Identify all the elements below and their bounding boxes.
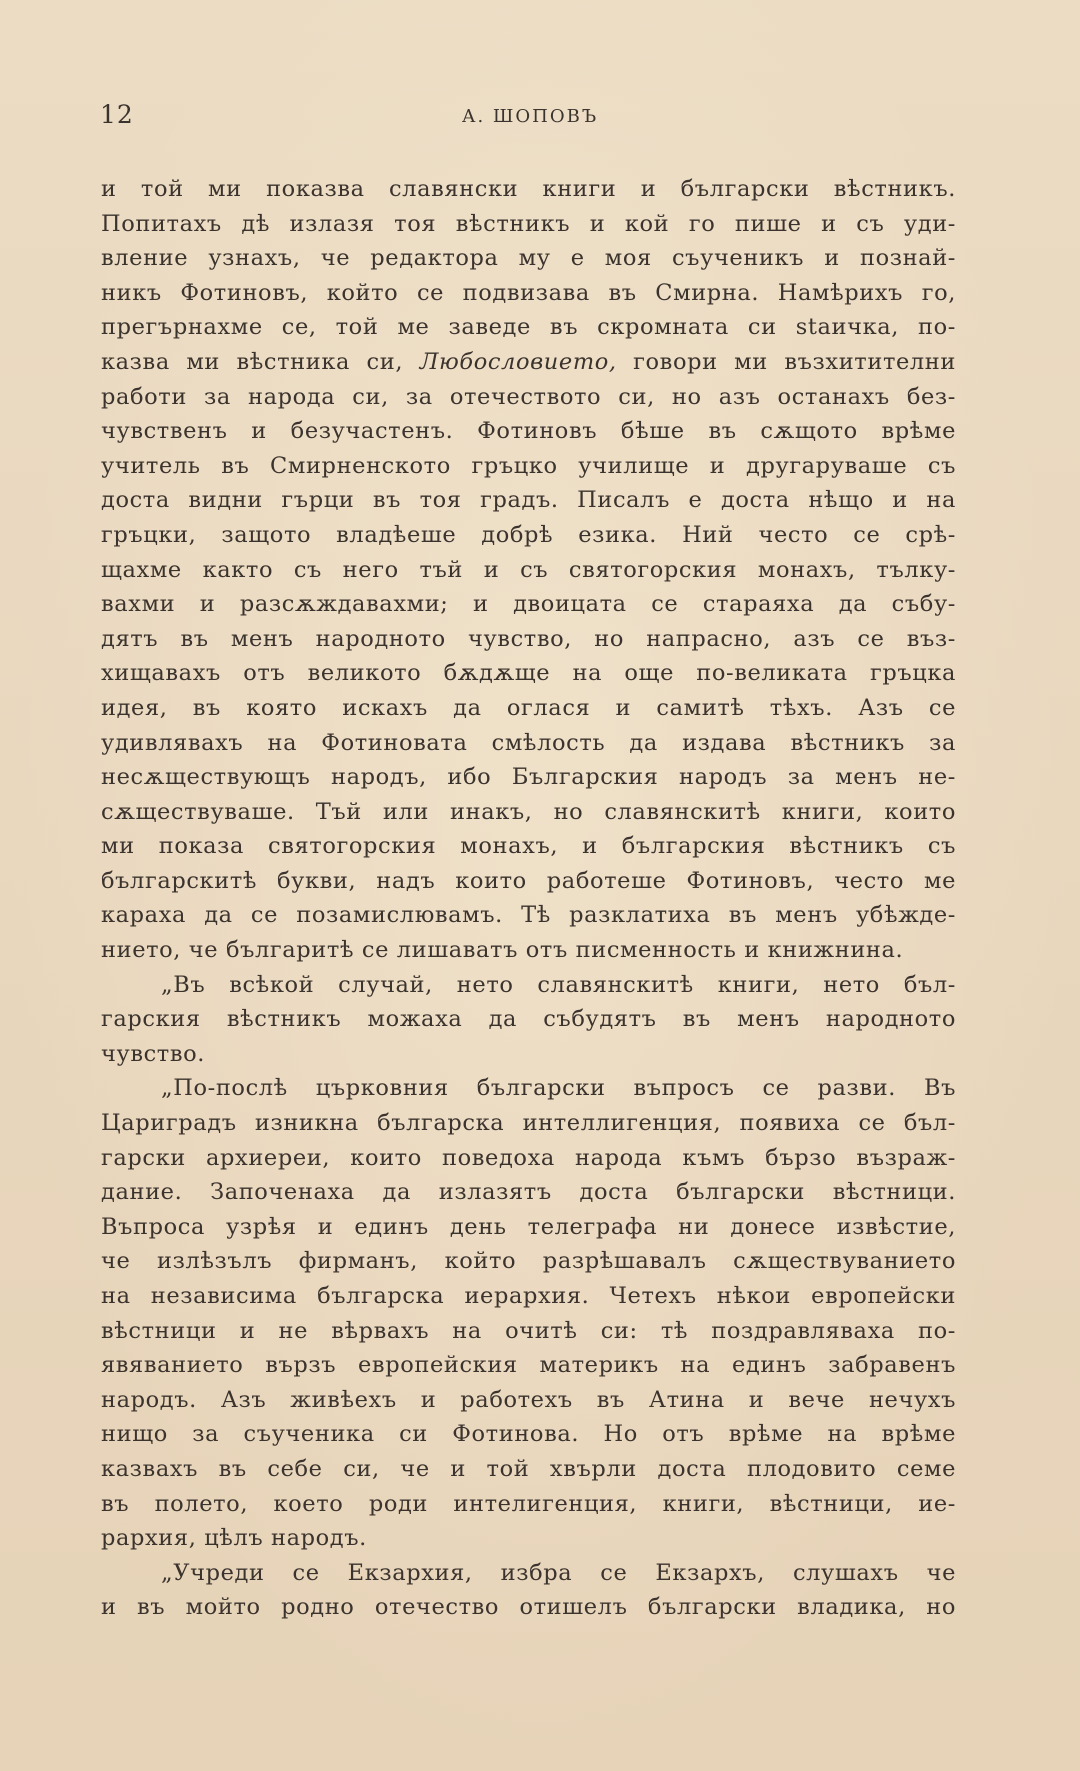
text-line: гарския вѣстникъ можаха да събудятъ въ менъ народното bbox=[101, 1006, 956, 1033]
text-line: ми показа святогорския монахъ, и българския вѣстникъ съ bbox=[101, 833, 956, 860]
page-number: 12 bbox=[100, 100, 134, 129]
text-line: българскитѣ букви, надъ които работеше Фотиновъ, често ме bbox=[101, 867, 956, 894]
text-line: Цариградъ изникна българска интеллигенция, появиха се бъл- bbox=[101, 1110, 956, 1137]
paragraph-start-line: „Въ всѣкой случай, нето славянскитѣ книги, нето бъл- bbox=[161, 971, 956, 998]
text-fragment: говори ми възхитителни bbox=[616, 348, 956, 375]
running-head: А. ШОПОВЪ bbox=[461, 106, 599, 127]
text-line: прегърнахме се, той ме заведе въ скромната си staичка, по- bbox=[101, 314, 956, 341]
text-line: учитель въ Смирненското гръцко училище и другаруваше съ bbox=[101, 452, 956, 479]
text-line: нието, че българитѣ се лишаватъ отъ писменность и книжнина. bbox=[101, 937, 904, 964]
text-line: Въпроса узрѣя и единъ день телеграфа ни донесе извѣстие, bbox=[101, 1213, 956, 1240]
text-line: на независима българска иерархия. Четехъ нѣкои европейски bbox=[101, 1283, 956, 1309]
text-line: дятъ въ менъ народното чувство, но напрасно, азъ се въз- bbox=[101, 625, 956, 652]
text-line: въ полето, което роди интелигенция, книги, вѣстници, ие- bbox=[101, 1490, 956, 1517]
text-line: никъ Фотиновъ, който се подвизава въ Смирна. Намѣрихъ го, bbox=[101, 279, 956, 306]
text-line: несѫществующъ народъ, ибо Българския народъ за менъ не- bbox=[101, 764, 956, 791]
text-line: и въ мойто родно отечество отишелъ български владика, но bbox=[101, 1594, 956, 1621]
text-line: вахми и разсѫждавахми; и двоицата се стараяха да събу- bbox=[101, 591, 956, 618]
text-line: чувственъ и безучастенъ. Фотиновъ бѣше въ сѫщото врѣме bbox=[101, 418, 956, 445]
text-line: хищавахъ отъ великото бѫдѫще на още по-великата гръцка bbox=[101, 660, 956, 687]
text-line: удивлявахъ на Фотиновата смѣлость да издава вѣстникъ за bbox=[101, 729, 956, 756]
text-line: щахме както съ него тъй и съ святогорския монахъ, тълку- bbox=[101, 556, 956, 583]
text-line: караха да се позамислювамъ. Тѣ разклатиха въ менъ убѣжде- bbox=[101, 902, 956, 929]
text-line: нищо за съученика си Фотинова. Но отъ врѣме на врѣме bbox=[101, 1421, 956, 1448]
text-fragment: казва ми вѣстника си, bbox=[101, 348, 420, 375]
text-line: сѫществуваше. Тъй или инакъ, но славянскитѣ книги, които bbox=[101, 798, 956, 825]
paragraph-end-line: чувство. bbox=[101, 1040, 205, 1067]
text-line: че излѣзълъ фирманъ, който разрѣшавалъ сѫществуванието bbox=[101, 1248, 956, 1275]
text-line: казвахъ въ себе си, че и той хвърли доста плодовито семе bbox=[101, 1455, 956, 1482]
text-line: доста видни гърци въ тоя градъ. Писалъ е доста нѣщо и на bbox=[101, 487, 956, 514]
text-line: работи за народа си, за отечеството си, но азъ останахъ без- bbox=[101, 383, 956, 410]
text-line-with-title bbox=[101, 345, 956, 380]
text-line: гръцки, защото владѣеше добрѣ езика. Ний често се срѣ- bbox=[101, 521, 956, 548]
text-line: вление узнахъ, че редактора му е моя съученикъ и познай- bbox=[101, 245, 956, 272]
text-line: и той ми показва славянски книги и български вѣстникъ. bbox=[101, 176, 956, 202]
paragraph-start-line: „По-послѣ църковния български въпросъ се разви. Въ bbox=[161, 1075, 956, 1102]
newspaper-title: Любословието, bbox=[419, 348, 617, 375]
text-line: вѣстници и не вѣрвахъ на очитѣ си: тѣ поздравляваха по- bbox=[101, 1317, 956, 1344]
text-line: народъ. Азъ живѣехъ и работехъ въ Атина и вече нечухъ bbox=[101, 1386, 956, 1413]
text-line: явяванието вързъ европейския материкъ на единъ забравенъ bbox=[101, 1352, 956, 1379]
text-line: дание. Започенаха да излазятъ доста български вѣстници. bbox=[101, 1179, 956, 1206]
body-text bbox=[101, 172, 956, 1625]
paragraph-start-line: „Учреди се Екзархия, избра се Екзархъ, слушахъ че bbox=[161, 1559, 956, 1586]
text-line: гарски архиереи, които поведоха народа къмъ бързо възраж- bbox=[101, 1144, 956, 1171]
text-line: Попитахъ дѣ излазя тоя вѣстникъ и кой го пише и съ уди- bbox=[101, 210, 956, 237]
paragraph-end-line: рархия, цѣлъ народъ. bbox=[101, 1525, 367, 1552]
text-line: идея, въ която искахъ да оглася и самитѣ тѣхъ. Азъ се bbox=[101, 694, 956, 721]
page-header bbox=[100, 100, 960, 140]
